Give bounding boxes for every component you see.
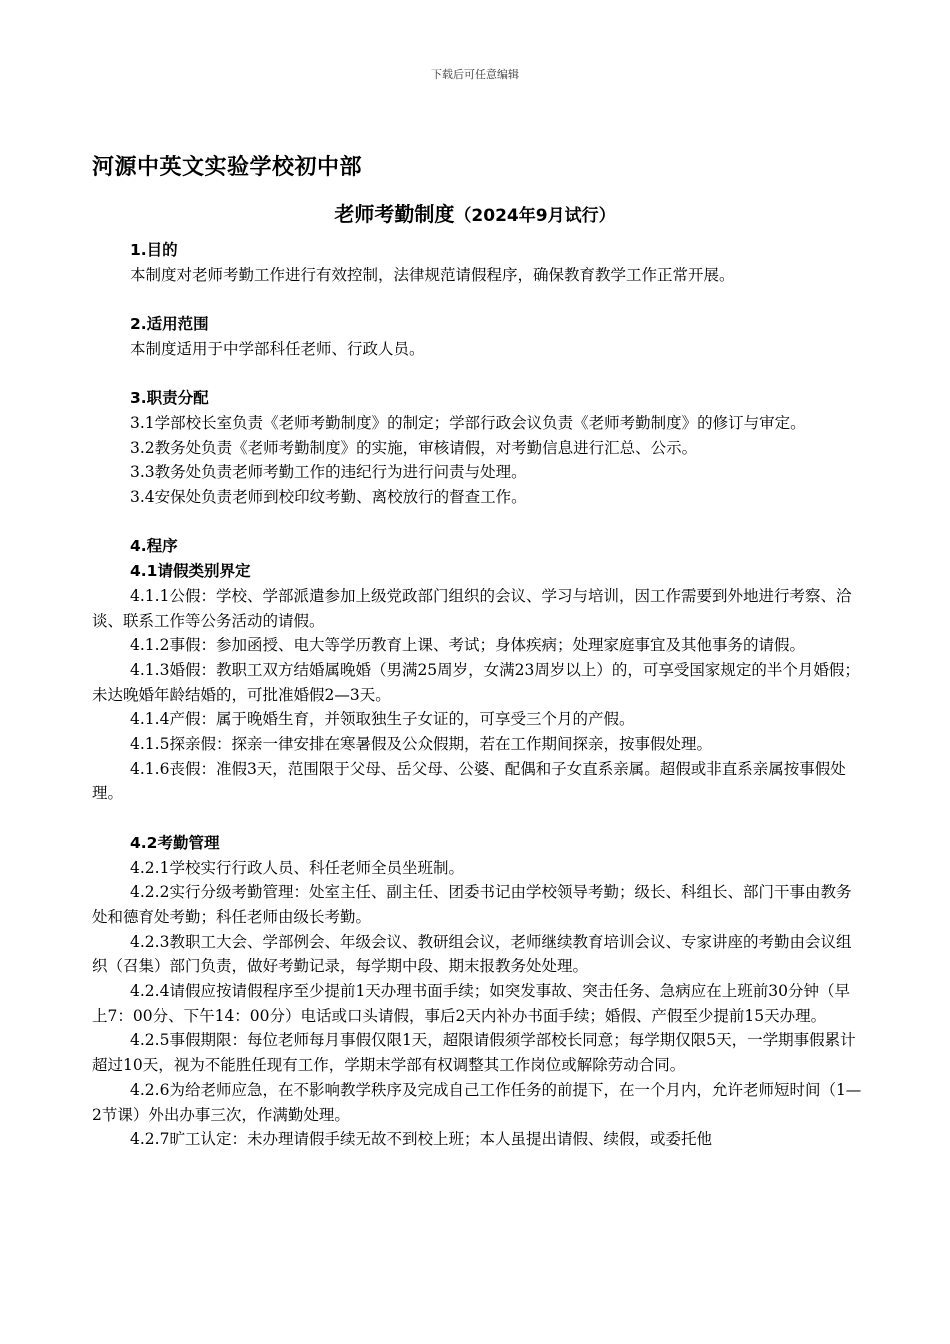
paragraph: 4.1.5探亲假：探亲一律安排在寒暑假及公众假期，若在工作期间探亲，按事假处理。 [130, 735, 712, 754]
paragraph: 4.2.2实行分级考勤管理：处室主任、副主任、团委书记由学校领导考勤；级长、科组长、部门干事由教务处和德育处考勤；科任老师由级长考勤。 [92, 883, 852, 926]
header-note: 下载后可任意编辑 [431, 68, 519, 81]
paragraph: 本制度对老师考勤工作进行有效控制，法律规范请假程序，确保教育教学工作正常开展。 [130, 265, 735, 284]
paragraph: 4.1.1公假：学校、学部派遣参加上级党政部门组织的会议、学习与培训，因工作需要到外地进行考察、洽谈、联系工作等公务活动的请假。 [92, 586, 852, 630]
title-main: 老师考勤制度 [334, 202, 455, 226]
paragraph: 3.2教务处负责《老师考勤制度》的实施，审核请假，对考勤信息进行汇总、公示。 [130, 438, 698, 457]
paragraph: 4.2.7旷工认定：未办理请假手续无故不到校上班；本人虽提出请假、续假，或委托他 [130, 1130, 712, 1149]
paragraph: 3.1学部校长室负责《老师考勤制度》的制定；学部行政会议负责《老师考勤制度》的修订与审定。 [130, 413, 806, 432]
paragraph: 3.3教务处负责老师考勤工作的违纪行为进行问责与处理。 [130, 463, 527, 482]
section-heading: 4.程序 [130, 537, 178, 556]
paragraph: 4.1.3婚假：教职工双方结婚属晚婚（男满25周岁，女满23周岁以上）的，可享受国家规定的半个月婚假；未达晚婚年龄结婚的，可批准婚假2—3天。 [92, 660, 860, 704]
section-heading: 3.职责分配 [130, 389, 209, 408]
paragraph: 4.1.4产假：属于晚婚生育，并领取独生子女证的，可享受三个月的产假。 [130, 710, 635, 729]
paragraph: 4.2.5事假期限：每位老师每月事假仅限1天，超限请假须学部校长同意；每学期仅限5天，一学期事假累计超过10天，视为不能胜任现有工作，学期末学部有权调整其工作岗位或解除劳动合同。 [92, 1031, 856, 1075]
subsection-heading: 4.1请假类别界定 [130, 562, 251, 581]
paragraph: 4.2.4请假应按请假程序至少提前1天办理书面手续；如突发事故、突击任务、急病应在上班前30分钟（早上7：00分、下午14：00分）电话或口头请假，事后2天内补办书面手续；婚假、产假至少提前15天办理。 [92, 982, 851, 1025]
paragraph: 4.2.3教职工大会、学部例会、年级会议、教研组会议，老师继续教育培训会议、专家讲座的考勤由会议组织（召集）部门负责，做好考勤记录，每学期中段、期末报教务处处理。 [92, 932, 852, 976]
subsection-heading: 4.2考勤管理 [130, 833, 220, 852]
paragraph: 4.1.6丧假：准假3天，范围限于父母、岳父母、公婆、配偶和子女直系亲属。超假或非直系亲属按事假处理。 [92, 759, 846, 803]
paragraph: 3.4安保处负责老师到校印纹考勤、离校放行的督查工作。 [130, 488, 527, 506]
school-name: 河源中英文实验学校初中部 [92, 155, 363, 180]
paragraph: 本制度适用于中学部科任老师、行政人员。 [130, 339, 425, 358]
title-subtitle: （2024年9月试行） [454, 206, 616, 226]
section-heading: 2.适用范围 [130, 315, 209, 334]
document-title [0, 198, 950, 227]
section-heading: 1.目的 [130, 241, 178, 259]
document-body [92, 238, 862, 1152]
paragraph: 4.2.6为给老师应急，在不影响教学秩序及完成自己工作任务的前提下，在一个月内，允许老师短时间（1—2节课）外出办事三次，作满勤处理。 [92, 1080, 862, 1124]
paragraph: 4.2.1学校实行行政人员、科任老师全员坐班制。 [130, 858, 464, 877]
paragraph: 4.1.2事假：参加函授、电大等学历教育上课、考试；身体疾病；处理家庭事宜及其他事务的请假。 [130, 636, 805, 655]
